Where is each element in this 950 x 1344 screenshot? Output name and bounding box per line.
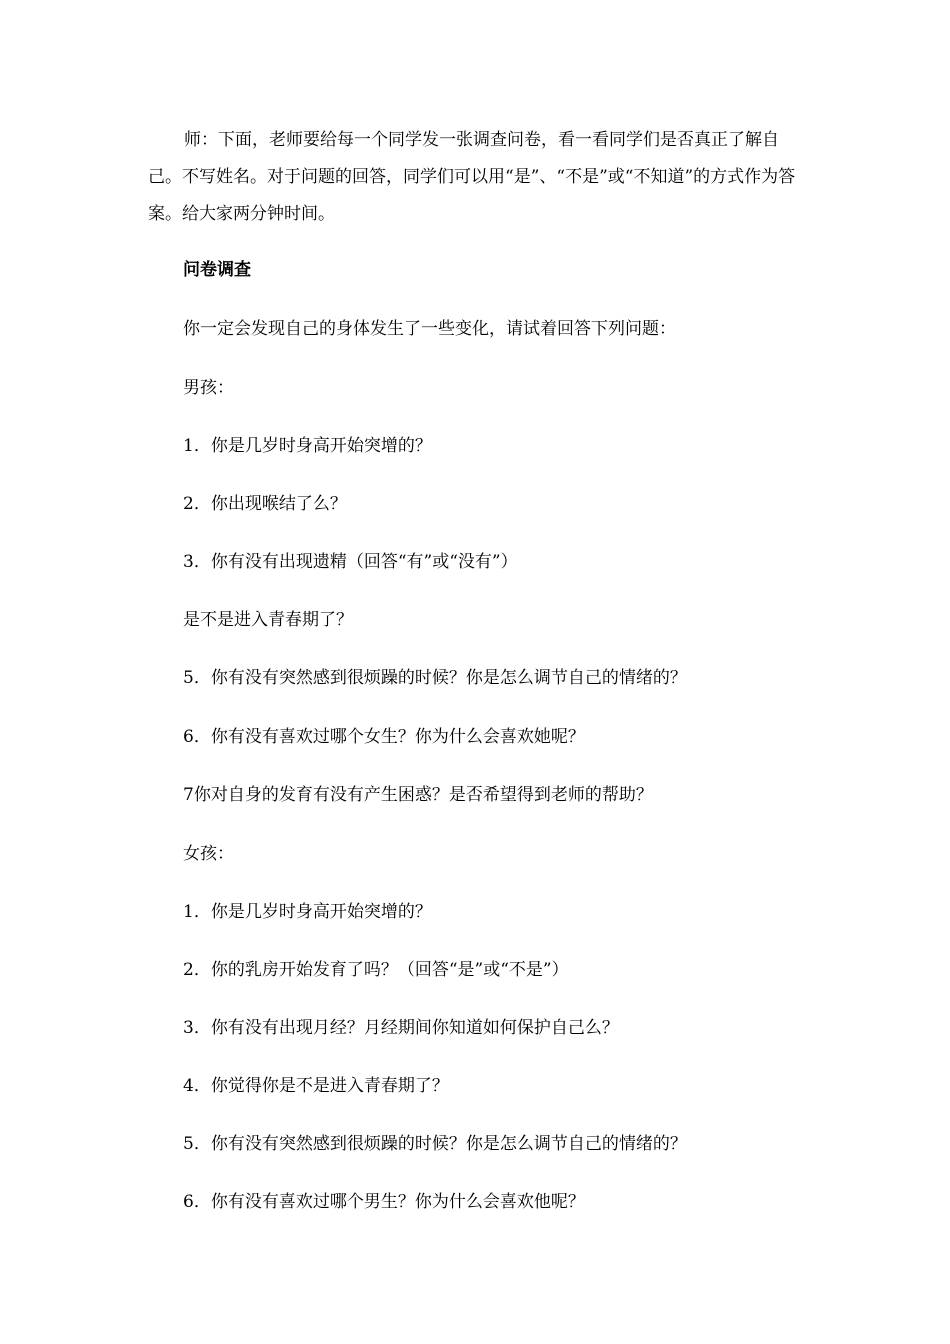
girls-label: 女孩： [183, 844, 234, 864]
girls-question-2: 2．你的乳房开始发育了吗？（回答“是”或“不是”） [183, 960, 569, 980]
boys-question-1: 1．你是几岁时身高开始突增的？ [183, 436, 432, 456]
girls-question-6: 6．你有没有喜欢过哪个男生？你为什么会喜欢他呢？ [183, 1192, 585, 1212]
boys-question-4: 是不是进入青春期了？ [183, 610, 353, 630]
boys-label: 男孩： [183, 378, 234, 398]
survey-instruction: 你一定会发现自己的身体发生了一些变化，请试着回答下列问题： [183, 319, 676, 339]
boys-question-3: 3．你有没有出现遗精（回答“有”或“没有”） [183, 552, 518, 572]
boys-question-5: 5．你有没有突然感到很烦躁的时候？你是怎么调节自己的情绪的？ [183, 668, 687, 688]
survey-title: 问卷调查 [183, 260, 251, 280]
boys-question-6: 6．你有没有喜欢过哪个女生？你为什么会喜欢她呢？ [183, 727, 585, 747]
girls-question-1: 1．你是几岁时身高开始突增的？ [183, 902, 432, 922]
boys-question-2: 2．你出现喉结了么？ [183, 494, 347, 514]
girls-question-3: 3．你有没有出现月经？月经期间你知道如何保护自己么？ [183, 1018, 619, 1038]
girls-question-4: 4．你觉得你是不是进入青春期了？ [183, 1076, 449, 1096]
girls-question-5: 5．你有没有突然感到很烦躁的时候？你是怎么调节自己的情绪的？ [183, 1134, 687, 1154]
intro-paragraph: 师：下面，老师要给每一个同学发一张调查问卷，看一看同学们是否真正了解自己。不写姓名。对于问题的回答，同学们可以用“是”、“不是”或“不知道”的方式作为答案。给大家两分钟时间。 [148, 130, 796, 224]
boys-question-7: 7你对自身的发育有没有产生困惑？是否希望得到老师的帮助？ [183, 785, 653, 805]
